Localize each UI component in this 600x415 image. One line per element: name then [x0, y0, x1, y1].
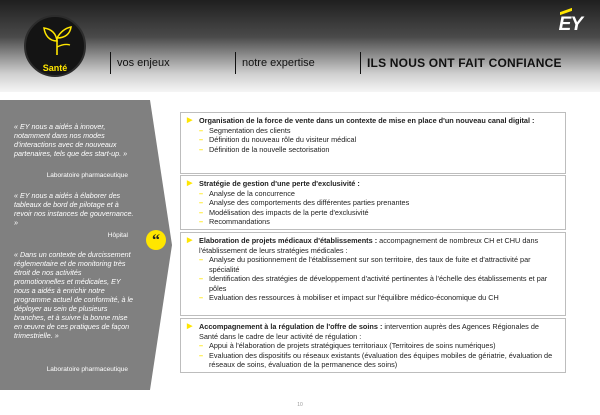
triangle-bullet-icon: ▶: [187, 323, 193, 330]
plant-icon: [40, 25, 74, 55]
block-item: – Appui à l'élaboration de projets stratégiques territoriaux (Territoires de soins numériques): [199, 341, 559, 351]
header: [0, 0, 600, 92]
section-label: Santé: [42, 63, 68, 73]
quote-mark-icon: “: [146, 230, 166, 250]
triangle-bullet-icon: ▶: [187, 180, 193, 187]
tab-vos-enjeux[interactable]: vos enjeux: [110, 52, 170, 74]
block-title: ▶ Stratégie de gestion d'une perte d'exclusivité :: [187, 179, 360, 188]
block-item: – Analyse de la concurrence: [199, 189, 559, 199]
testimonial-source: Hôpital: [107, 232, 128, 239]
expertise-block: [180, 112, 566, 174]
block-item: – Evaluation des ressources à mobiliser et impact sur l'équilibre médico-économique du CH: [199, 293, 559, 303]
testimonial-quote: « Dans un contexte de durcissement réglementaire et de monitoring très étroit de nos activités promotionnelles et médicales, EY nous a aidés à enrichir notre programme actuel de conformité, à le déployer au sein de plusieurs branches, et à suivre la bonne mise en œuvre de ces pratiques de façon trimestrielle. »: [14, 250, 134, 340]
testimonial-quote: « EY nous a aidés à innover, notamment dans nos modes d'interactions avec de nouveaux partenaires, tels que des start-up. »: [14, 122, 128, 158]
expertise-block: [180, 318, 566, 373]
block-title: ▶ Organisation de la force de vente dans un contexte de mise en place d'un nouveau canal digital :: [187, 116, 535, 125]
block-item: – Analyse du positionnement de l'établissement sur son territoire, des taux de fuite et d'attractivité par spécialité: [199, 255, 559, 274]
tab-confiance[interactable]: ILS NOUS ONT FAIT CONFIANCE: [360, 52, 562, 74]
triangle-bullet-icon: ▶: [187, 117, 193, 124]
block-item: – Evaluation des dispositifs ou réseaux existants (évaluation des équipes mobiles de gériatrie, évaluation de réseaux de soins, évaluation de la permanence des soins): [199, 351, 559, 370]
block-item: – Analyse des comportements des différentes parties prenantes: [199, 198, 559, 208]
triangle-bullet-icon: ▶: [187, 237, 193, 244]
block-title: ▶ Elaboration de projets médicaux d'établissements : accompagnement de nombreux CH et CHU dans l'établissement de leurs stratégies médicales :: [187, 236, 539, 255]
block-item: – Définition du nouveau rôle du visiteur médical: [199, 135, 559, 145]
block-item: – Identification des stratégies de développement d'activité pertinentes à l'échelle des établissements et par pôles: [199, 274, 559, 293]
testimonial-source: Laboratoire pharmaceutique: [46, 366, 128, 373]
page-number: 10: [297, 402, 303, 408]
tab-notre-expertise[interactable]: notre expertise: [235, 52, 315, 74]
expertise-block: [180, 175, 566, 230]
testimonial-quote: « EY nous a aidés à élaborer des tableaux de bord de pilotage et à revoir nos instances de gouvernance. »: [14, 191, 134, 227]
block-item: – Segmentation des clients: [199, 126, 559, 136]
testimonial-source: Laboratoire pharmaceutique: [46, 172, 128, 179]
ey-logo: EY: [558, 14, 582, 35]
section-logo[interactable]: [24, 15, 86, 77]
block-item: – Recommandations: [199, 217, 559, 227]
block-item: – Définition de la nouvelle sectorisation: [199, 145, 559, 155]
block-title: ▶ Accompagnement à la régulation de l'offre de soins : intervention auprès des Agences Régionales de Santé dans le cadre de leur activité de régulation :: [187, 322, 539, 341]
testimonials-panel: [0, 100, 150, 390]
expertise-block: [180, 232, 566, 316]
block-item: – Modélisation des impacts de la perte d'exclusivité: [199, 208, 559, 218]
